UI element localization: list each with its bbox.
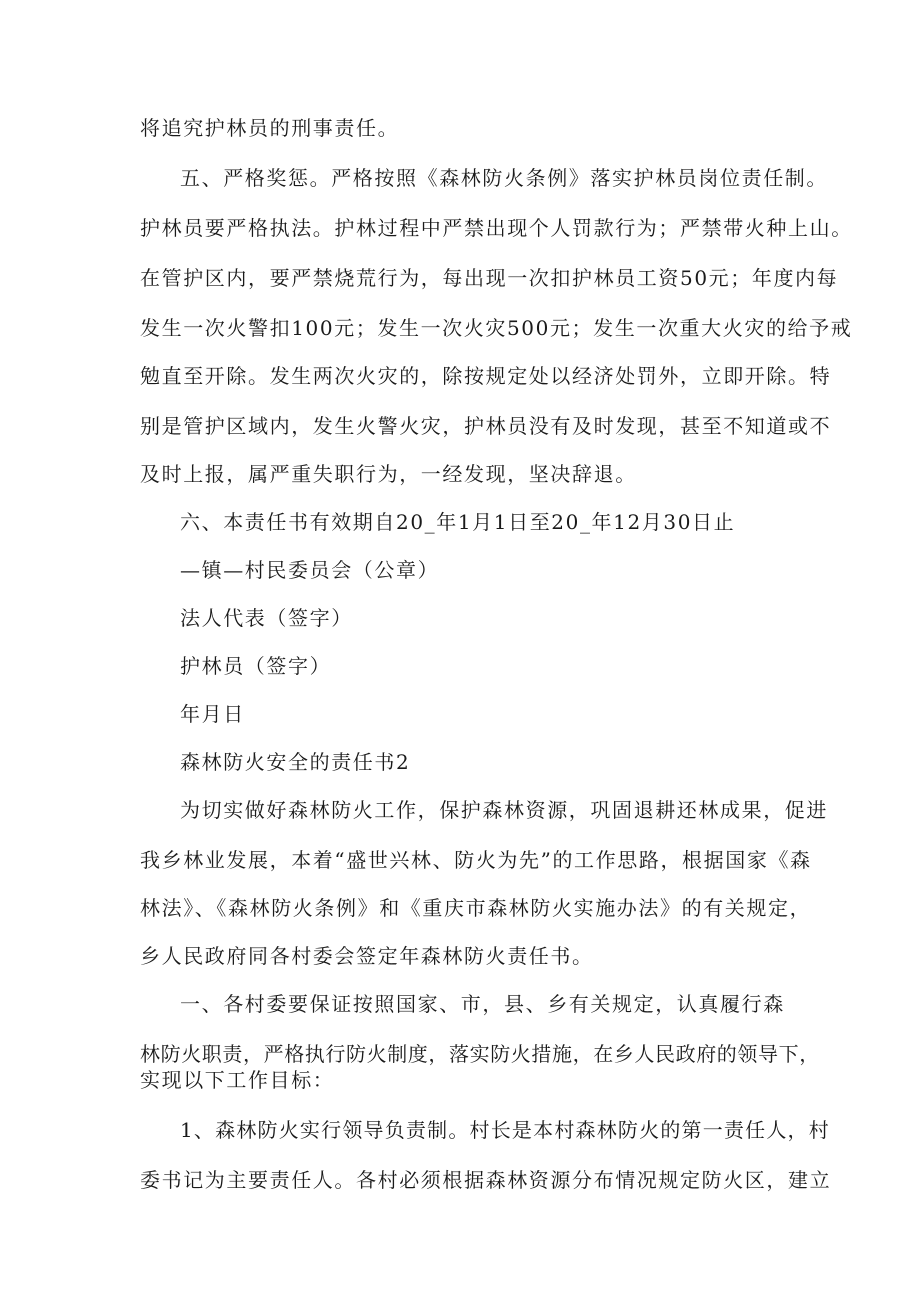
section-six-validity: 六、本责任书有效期自20_年1月1日至20_年12月30日止 [180, 510, 736, 534]
text-line: 在管护区内，要严禁烧荒行为，每出现一次扣护林员工资50元；年度内每 [140, 266, 839, 290]
text-line: 乡人民政府同各村委会签定年森林防火责任书。 [140, 944, 594, 968]
signature-legal-rep: 法人代表（签字） [180, 606, 353, 630]
section-five-heading: 五、严格奖惩。严格按照《森林防火条例》落实护林员岗位责任制。 [180, 166, 828, 190]
text-line: 及时上报，属严重失职行为，一经发现，坚决辞退。 [140, 462, 637, 486]
text-line: 将追究护林员的刑事责任。 [140, 116, 400, 140]
text-line: 护林员要严格执法。护林过程中严禁出现个人罚款行为；严禁带火种上山。 [140, 216, 853, 240]
text-line: 林防火职责，严格执行防火制度，落实防火措施，在乡人民政府的领导下， [140, 1042, 820, 1066]
document-2-title: 森林防火安全的责任书2 [180, 750, 411, 774]
item-1-heading: 1、森林防火实行领导负责制。村长是本村森林防火的第一责任人，村 [180, 1118, 830, 1142]
section-one-heading: 一、各村委要保证按照国家、市，县、乡有关规定，认真履行森 [180, 992, 785, 1016]
text-line: 勉直至开除。发生两次火灾的，除按规定处以经济处罚外，立即开除。特 [140, 364, 832, 388]
text-line: 林法》、《森林防火条例》和《重庆市森林防火实施办法》的有关规定， [140, 896, 812, 920]
text-line: 委书记为主要责任人。各村必须根据森林资源分布情况规定防火区，建立 [140, 1168, 832, 1192]
text-line: 发生一次火警扣100元；发生一次火灾500元；发生一次重大火灾的给予戒 [140, 316, 853, 340]
signature-ranger: 护林员（签字） [180, 654, 332, 678]
signature-date: 年月日 [180, 702, 245, 726]
text-line: 为切实做好森林防火工作，保护森林资源，巩固退耕还林成果，促进 [180, 798, 828, 822]
text-line: 别是管护区域内，发生火警火灾，护林员没有及时发现，甚至不知道或不 [140, 414, 832, 438]
text-line: 实现以下工作目标： [140, 1068, 335, 1092]
text-line: 我乡林业发展，本着“盛世兴林、防火为先”的工作思路，根据国家《森 [140, 848, 812, 872]
signature-committee-seal: —镇—村民委员会（公章） [180, 558, 440, 582]
